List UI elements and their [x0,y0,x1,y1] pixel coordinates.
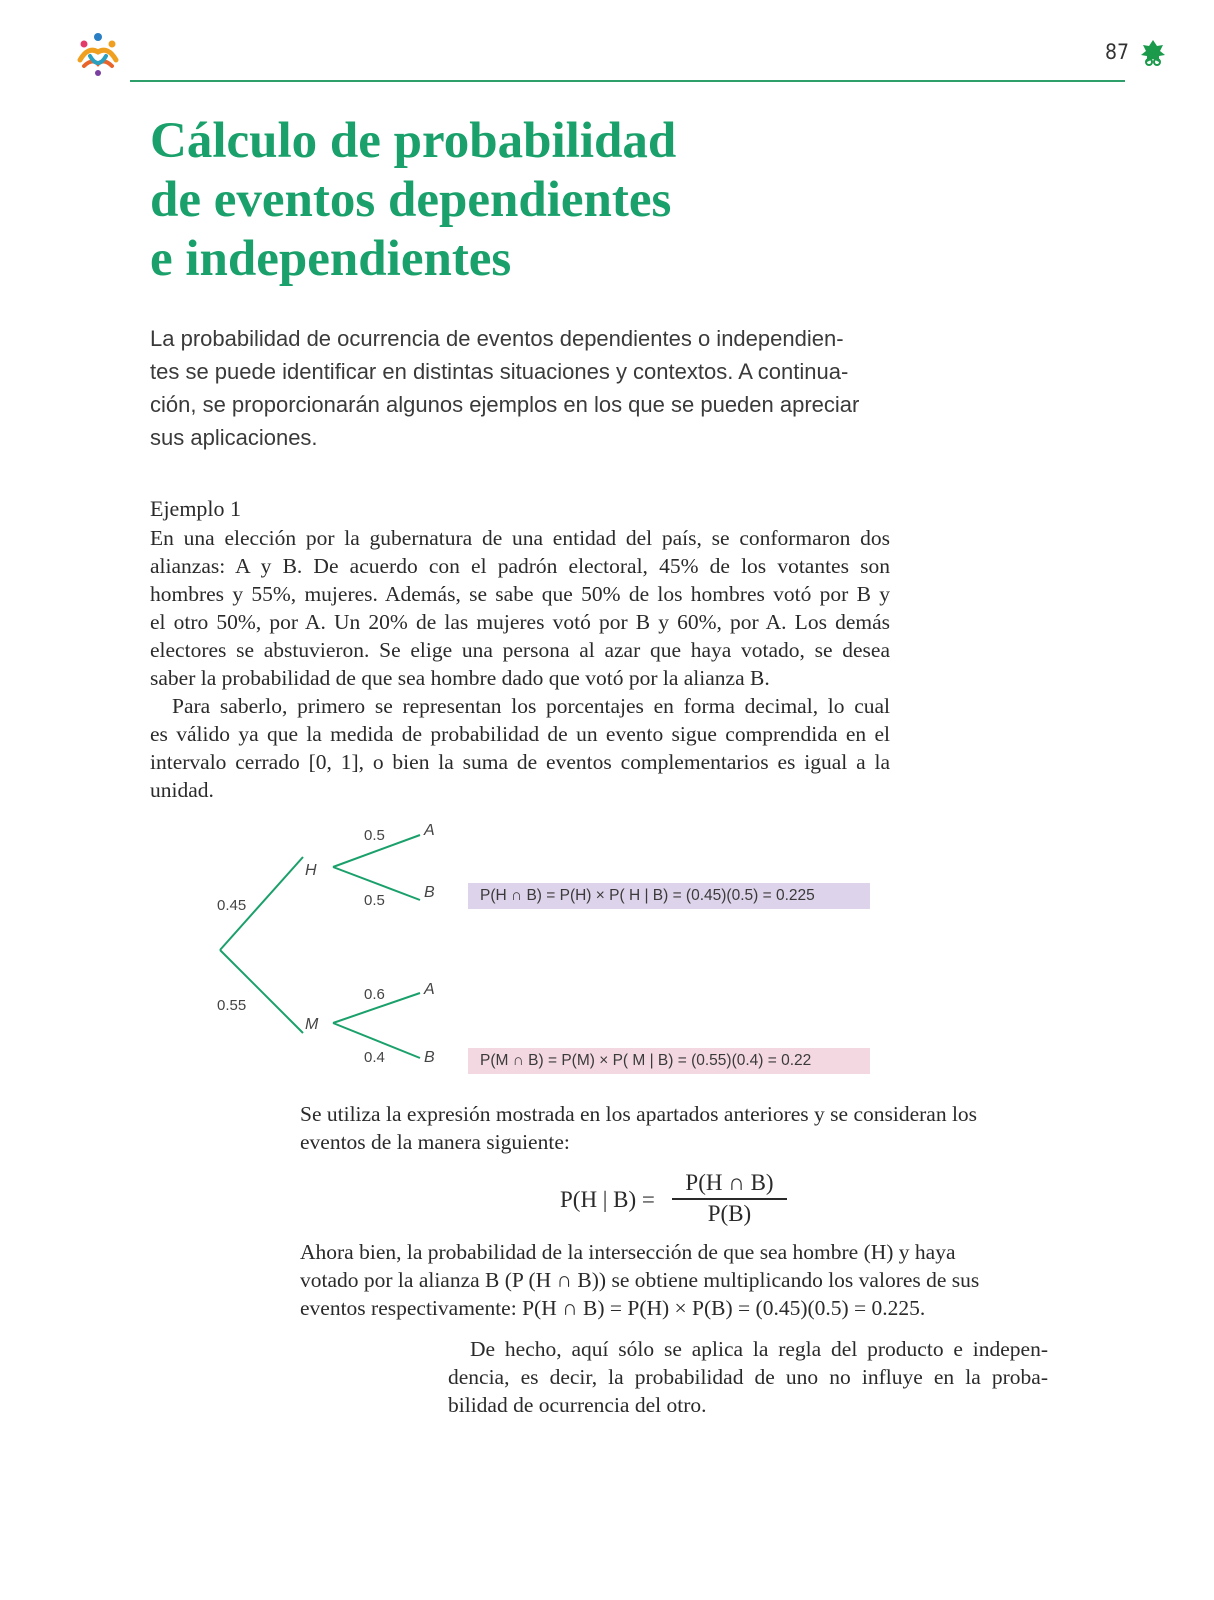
tree-prob-h-b: 0.5 [364,892,385,909]
probability-tree-diagram [200,815,900,1085]
intro-line: La probabilidad de ocurrencia de eventos dependientes o independien- [150,326,844,351]
paragraph-line: eventos de la manera siguiente: [300,1130,570,1154]
formula-fraction [672,1170,787,1227]
tree-node-h: H [305,862,317,879]
paragraph-line: dencia, es decir, la probabilidad de uno no influye en la proba- [448,1365,1048,1389]
title-line: Cálculo de probabilidad [150,113,677,169]
paragraph-line: eventos respectivamente: P(H ∩ B) = P(H) × P(B) = (0.45)(0.5) = 0.225. [300,1296,926,1320]
paragraph-line: bilidad de ocurrencia del otro. [448,1393,707,1417]
intro-paragraph [150,322,886,454]
example-heading: Ejemplo 1 [150,496,242,521]
paragraph-line: De hecho, aquí sólo se aplica la regla del producto e indepen- [470,1337,1048,1361]
example-line: En una elección por la gubernatura de una entidad del país, se conformaron dos [150,526,890,550]
tree-node-m-b: B [424,1049,435,1066]
formula-denominator: P(B) [707,1200,752,1226]
example-line: alianzas: A y B. De acuerdo con el padrón electoral, 45% de los votantes son [150,554,890,578]
formula-numerator: P(H ∩ B) [685,1170,774,1195]
example-line: unidad. [150,778,214,802]
title-line: de eventos dependientes [150,172,672,228]
tree-node-h-a: A [424,822,435,839]
tree-branch-root-m [220,950,303,1033]
intro-line: tes se puede identificar en distintas situaciones y contextos. A continua- [150,359,849,384]
formula-lhs: P(H | B) = [560,1187,655,1212]
tree-prob-h: 0.45 [217,897,247,914]
paragraph-line: Ahora bien, la probabilidad de la intersección de que sea hombre (H) y haya [300,1240,956,1264]
tree-prob-m: 0.55 [217,997,247,1014]
tree-node-m-a: A [424,981,435,998]
intersection-paragraph [300,1238,1020,1322]
example-line: es válido ya que la medida de probabilidad de un evento sigue comprendida en el [150,722,890,746]
page-title [150,112,870,289]
example-line: el otro 50%, por A. Un 20% de las mujeres votó por B y 60%, por A. Los demás [150,610,890,634]
example-line: intervalo cerrado [0, 1], o bien la suma de eventos complementarios es igual a la [150,750,890,774]
paragraph-line: Se utiliza la expresión mostrada en los apartados anteriores y se consideran los [300,1102,978,1126]
example-line: Para saberlo, primero se representan los porcentajes en forma decimal, lo cual [172,694,890,718]
example-line: hombres y 55%, mujeres. Además, se sabe que 50% de los hombres votó por B y [150,582,890,606]
header-rule [130,80,1125,82]
tree-prob-m-b: 0.4 [364,1049,385,1066]
product-rule-paragraph [448,1335,1048,1419]
example-line: saber la probabilidad de que sea hombre dado que votó por la alianza B. [150,666,770,690]
tree-node-m: M [305,1016,319,1033]
tree-prob-m-a: 0.6 [364,986,385,1003]
explanation-paragraph [300,1100,1020,1156]
formula-box-h-and-b: P(H ∩ B) = P(H) × P( H | B) = (0.45)(0.5) = 0.225 [468,883,870,909]
formula-box-m-and-b: P(M ∩ B) = P(M) × P( M | B) = (0.55)(0.4) = 0.22 [468,1048,870,1074]
leaf-ornament-icon [1140,38,1166,68]
intro-line: sus aplicaciones. [150,425,318,450]
paragraph-line: votado por la alianza B (P (H ∩ B)) se obtiene multiplicando los valores de sus [300,1268,980,1292]
example-body [150,524,890,804]
institution-logo-icon [70,30,126,86]
tree-node-h-b: B [424,884,435,901]
page-number: 87 [1105,40,1130,64]
tree-prob-h-a: 0.5 [364,827,385,844]
example-line: electores se abstuvieron. Se elige una persona al azar que haya votado, se desea [150,638,890,662]
title-line: e independientes [150,231,512,287]
intro-line: ción, se proporcionarán algunos ejemplos en los que se pueden apreciar [150,392,860,417]
